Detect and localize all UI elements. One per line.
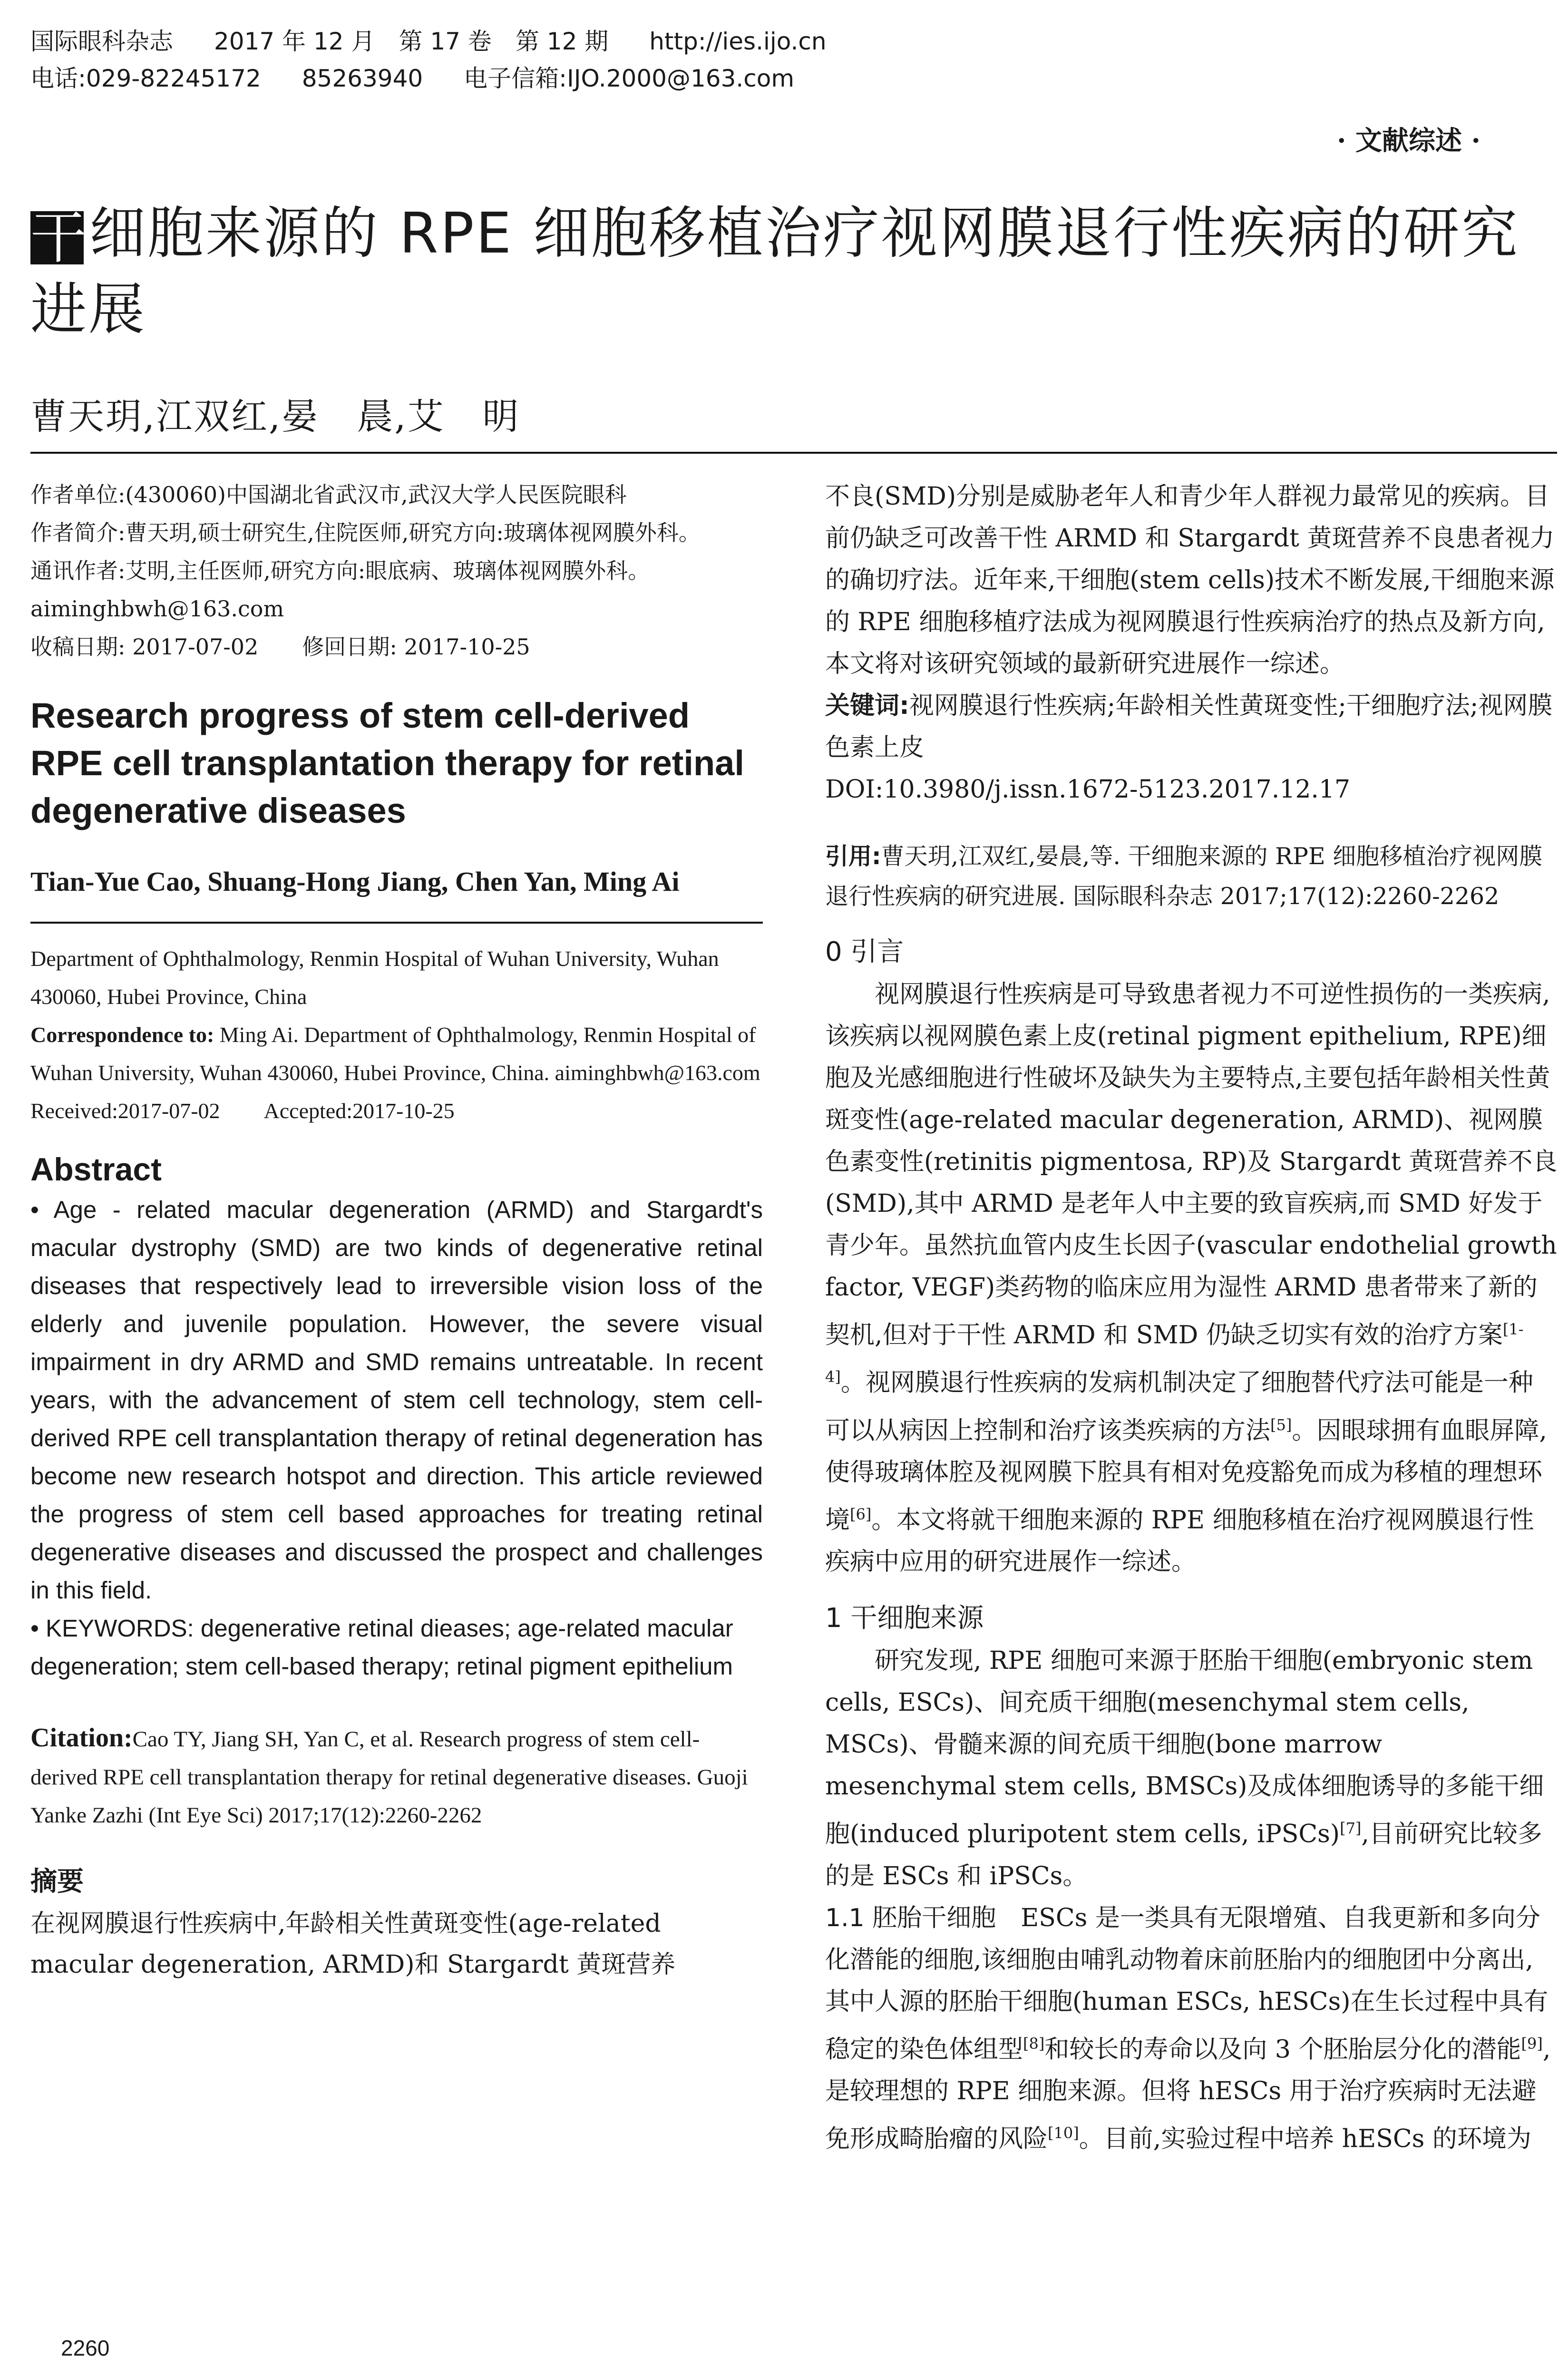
middle-rule — [30, 922, 763, 924]
section-1-paragraph — [825, 1640, 1558, 1897]
keywords-en: • KEYWORDS: degenerative retinal dieases; age-related macular degeneration; stem cell-based therapy; retinal pigment epithelium — [30, 1615, 733, 1680]
received-dates-zh: 收稿日期: 2017-07-02 修回日期: 2017-10-25 — [30, 634, 530, 660]
ref-1-4: [1-4] — [825, 1320, 1524, 1386]
sec11-text-d: 。目前,实验过程中培养 hESCs 的环境为 — [1079, 2124, 1531, 2153]
phone: 电话:029-82245172 — [30, 65, 261, 92]
zh-keywords — [825, 685, 1558, 769]
section-1-1-paragraph — [825, 1897, 1558, 2160]
section-1-heading: 1 干细胞来源 — [825, 1603, 984, 1634]
zh-abstract-right: 不良(SMD)分别是威胁老年人和青少年人群视力最常见的疾病。目前仍缺乏可改善干性 ARMD 和 Stargardt 黄斑营养不良患者视力的确切疗法。近年来,干细胞(stem cells)技术不断发展,干细胞来源的 RPE 细胞移植疗法成为视网膜退行性疾病治疗的热点及新方向,本文将对该研究领域的最新研究进展作一综述。 — [825, 482, 1555, 678]
email: 电子信箱:IJO.2000@163.com — [464, 65, 795, 92]
english-title: Research progress of stem cell-derived RPE cell transplantation therapy for retinal degenerative diseases — [30, 696, 744, 830]
zh-keywords-text: 视网膜退行性疾病;年龄相关性黄斑变性;干细胞疗法;视网膜色素上皮 — [825, 692, 1553, 762]
zh-keywords-label: 关键词: — [825, 692, 909, 720]
zh-citation-text: 曹天玥,江双红,晏晨,等. 干细胞来源的 RPE 细胞移植治疗视网膜退行性疾病的研究进展. 国际眼科杂志 2017;17(12):2260-2262 — [825, 843, 1543, 910]
section-1-1-heading: 1.1 胚胎干细胞 — [825, 1903, 996, 1932]
correspondence-text: Ming Ai. Department of Ophthalmology, Renmin Hospital of Wuhan University, Wuhan 430060, Hubei Province, China. aiminghbwh@163.com — [30, 1023, 760, 1085]
corresponding-author: 通讯作者:艾明,主任医师,研究方向:眼底病、玻璃体视网膜外科。aiminghbwh@163.com — [30, 558, 650, 622]
sec11-text-b: 和较长的寿命以及向 3 个胚胎层分化的潜能 — [1044, 2035, 1521, 2064]
journal-name: 国际眼科杂志 — [30, 28, 173, 55]
author-unit: 作者单位:(430060)中国湖北省武汉市,武汉大学人民医院眼科 — [30, 482, 627, 507]
zh-abstract-left: 在视网膜退行性疾病中,年龄相关性黄斑变性(age-related macular degeneration, ARMD)和 Stargardt 黄斑营养 — [30, 1909, 676, 1979]
sec1-text-a: 研究发现, RPE 细胞可来源于胚胎干细胞(embryonic stem cells, ESCs)、间充质干细胞(mesenchymal stem cells, MSCs)、骨髓来源的间充质干细胞(bone marrow mesenchymal stem cells, BMSCs)及成体细胞诱导的多能干细胞(induced pluripotent stem cells, iPSCs) — [825, 1646, 1544, 1849]
ref-10: [10] — [1048, 2124, 1079, 2142]
abstract-text: • Age - related macular degeneration (ARMD) and Stargardt's macular dystrophy (SMD) are two kinds of degenerative retinal diseases that respectively lead to irreversible vision loss of the elderly and juvenile population. However, the severe visual impairment in dry ARMD and SMD remains untreatable. In recent years, with the advancement of stem cell technology, stem cell-derived RPE cell transplantation therapy of retinal degeneration has become new research hotspot and direction. This article reviewed the progress of stem cell based approaches for treating retinal degenerative diseases and discussed the prospect and challenges in this field. — [30, 1196, 763, 1604]
top-rule — [30, 452, 1557, 454]
zh-citation — [825, 837, 1558, 916]
ref-9: [9] — [1521, 2034, 1543, 2053]
citation-en — [30, 1719, 763, 1834]
abstract-heading: Abstract — [30, 1151, 162, 1188]
journal-header — [30, 23, 934, 97]
section-tag: · 文献综述 · — [1337, 125, 1480, 156]
sec0-text-d: 。本文将就干细胞来源的 RPE 细胞移植在治疗视网膜退行性疾病中应用的研究进展作一综述。 — [825, 1506, 1534, 1577]
title-rest: 细胞来源的 RPE 细胞移植治疗视网膜退行性疾病的研究进展 — [30, 200, 1519, 342]
english-authors: Tian-Yue Cao, Shuang-Hong Jiang, Chen Yan, Ming Ai — [30, 866, 680, 897]
correspondence-label: Correspondence to: — [30, 1023, 214, 1047]
doi: DOI:10.3980/j.issn.1672-5123.2017.12.17 — [825, 775, 1351, 804]
sec11-text-c: ,是较理想的 RPE 细胞来源。但将 hESCs 用于治疗疾病时无法避免形成畸胎瘤的风险 — [825, 2035, 1551, 2153]
department: Department of Ophthalmology, Renmin Hospital of Wuhan University, Wuhan 430060, Hubei Province, China — [30, 946, 719, 1009]
issue-info: 2017 年 12 月 第 17 卷 第 12 期 — [214, 28, 609, 55]
sec1-text-b: ,目前研究比较多的是 ESCs 和 iPSCs。 — [825, 1820, 1542, 1890]
journal-url: http://ies.ijo.cn — [649, 28, 827, 55]
section-0-heading: 0 引言 — [825, 936, 904, 967]
ref-6: [6] — [850, 1505, 872, 1523]
left-column — [30, 476, 763, 1985]
page-title — [30, 195, 1557, 347]
page-number: 2260 — [61, 2336, 110, 2360]
sec0-text-c: 。因眼球拥有血眼屏障,使得玻璃体腔及视网膜下腔具有相对免疫豁免而成为移植的理想环境 — [825, 1416, 1547, 1535]
right-column — [825, 476, 1558, 2160]
fax: 85263940 — [302, 65, 423, 92]
ref-8: [8] — [1023, 2034, 1045, 2053]
authors-zh: 曹天玥,江双红,晏 晨,艾 明 — [30, 395, 520, 438]
sec0-text-b: 。视网膜退行性疾病的发病机制决定了细胞替代疗法可能是一种可以从病因上控制和治疗该类疾病的方法 — [825, 1368, 1533, 1445]
correspondence — [30, 1016, 763, 1092]
ref-5: [5] — [1270, 1415, 1292, 1434]
sec11-text-a: ESCs 是一类具有无限增殖、自我更新和多向分化潜能的细胞,该细胞由哺乳动物着床前胚胎内的细胞团中分离出,其中人源的胚胎干细胞(human ESCs, hESCs)在生长过程中具有稳定的染色体组型 — [825, 1903, 1549, 2064]
sec0-text-a: 视网膜退行性疾病是可导致患者视力不可逆性损伤的一类疾病,该疾病以视网膜色素上皮(retinal pigment epithelium, RPE)细胞及光感细胞进行性破坏及缺失为主要特点,主要包括年龄相关性黄斑变性(age-related macular degeneration, ARMD)、视网膜色素变性(retinitis pigmentosa, RP)及 Stargardt 黄斑营养不良(SMD),其中 ARMD 是老年人中主要的致盲疾病,而 SMD 好发于青少年。虽然抗血管内皮生长因子(vascular endothelial growth factor, VEGF)类药物的临床应用为湿性 ARMD 患者带来了新的契机,但对于干性 ARMD 和 SMD 仍缺乏切实有效的治疗方案 — [825, 980, 1558, 1350]
zh-abstract-heading: 摘要 — [30, 1866, 84, 1897]
citation-label: Citation: — [30, 1723, 133, 1753]
received-accepted: Received:2017-07-02 Accepted:2017-10-25 — [30, 1099, 455, 1123]
zh-citation-label: 引用: — [825, 843, 881, 870]
citation-text: Cao TY, Jiang SH, Yan C, et al. Research progress of stem cell-derived RPE cell transplantation therapy for retinal degenerative diseases. Guoji Yanke Zazhi (Int Eye Sci) 2017;17(12):2260-2262 — [30, 1727, 748, 1828]
author-bio: 作者简介:曹天玥,硕士研究生,住院医师,研究方向:玻璃体视网膜外科。 — [30, 520, 701, 546]
title-first-char: 干 — [30, 205, 89, 271]
ref-7: [7] — [1340, 1819, 1362, 1838]
section-0-paragraph — [825, 974, 1558, 1583]
